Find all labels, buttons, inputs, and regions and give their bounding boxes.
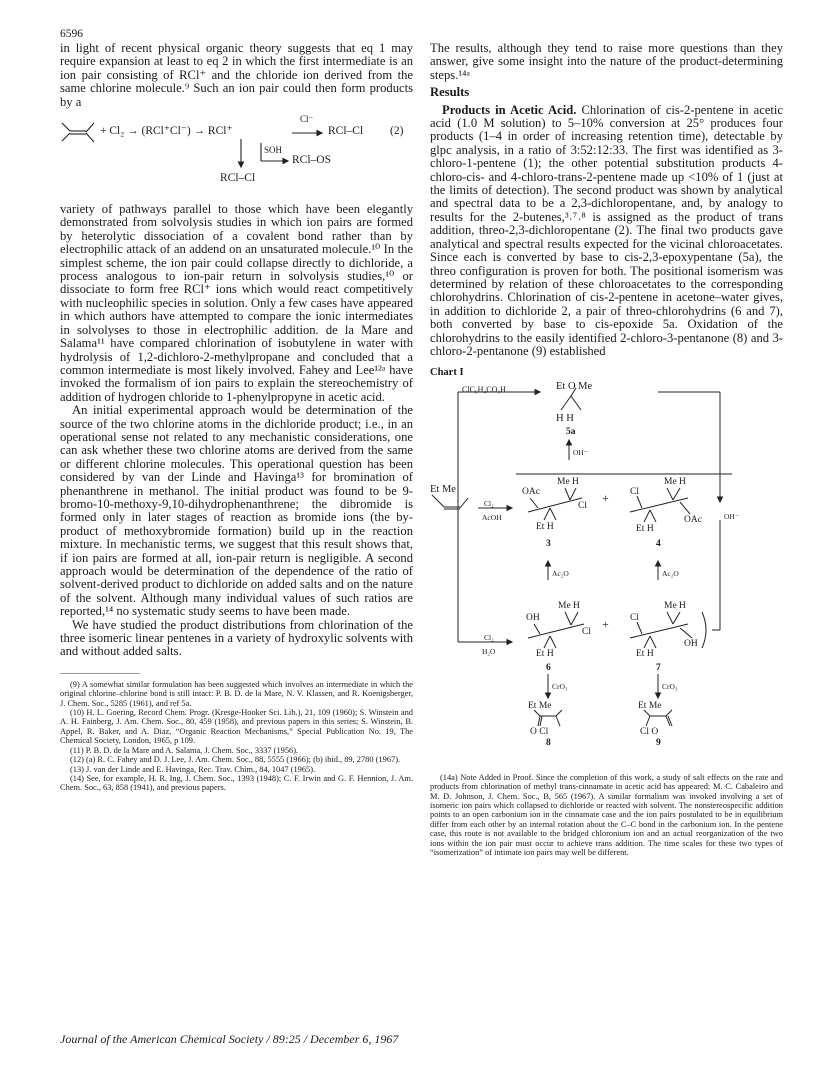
chart-oh-label-1: OH⁻: [573, 447, 588, 457]
chart-c9-bottom: Cl O: [640, 726, 659, 737]
right-paragraph-1: The results, although they tend to raise more questions than they answer, give some insight into the nature of the product-determining steps.¹⁴ᵃ: [430, 41, 783, 82]
left-paragraph-3: An initial experimental approach would be determination of the source of the two chlorine atoms in the dichloride product; i.e., in an operational sense not related to any mechanistic considerations, one can ask whether these two chlorine atoms are derived from the same or different chlorine molecules. This operational question has been considered by van der Linde and Havinga¹³ for bromination of phenanthrene in methanol. The initial product was found to be 9-bromo-10-methoxy-9,10-dihydrophenanthrene; the dibromide is formed only in later stages of reaction as bromide ions (the by-product of methoxybromide formation) build up in the reaction mixture. In mechanistic terms, we suggest that this result shows that, if ion pairs are formed at all, ion-pair return is negligible. A second approach would be determination of the dependence of the ratio of solvent-derived product to dichloride on added salts and on the nature of the solvent. Although many individual values of such ratios are reported,¹⁴ no systematic study seems to have been made.: [60, 403, 413, 619]
chart-cl2-label: Cl₂: [484, 498, 494, 508]
chart-compound-4: 4: [656, 538, 661, 549]
footnote-12: (12) (a) R. C. Fahey and D. J. Lee, J. Am. Chem. Soc., 88, 5555 (1966); (b) ibid., 89, 2780 (1967).: [70, 755, 401, 765]
chart-c7-cl: Cl: [630, 612, 639, 623]
chart-c4-eth: Et H: [636, 523, 654, 534]
chart-cro3-label-1: CrO₃: [552, 681, 568, 691]
chart-compound-8: 8: [546, 737, 551, 748]
chart-cro3-label-2: CrO₃: [662, 681, 678, 691]
chart-c6-eth: Et H: [536, 648, 554, 659]
chart-c4-top: Me H: [664, 476, 686, 487]
equation-product-solvent: RCl–OS: [292, 154, 331, 167]
chart-epoxide-h: H H: [556, 412, 574, 424]
chart-plus-1: +: [602, 490, 609, 505]
chart-cl2-label-2: Cl₂: [484, 632, 494, 642]
chart-c6-oh: OH: [526, 612, 540, 623]
chart-plus-2: +: [602, 616, 609, 631]
chart-acoh-label: AcOH: [482, 512, 502, 522]
chart-compound-9: 9: [656, 737, 661, 748]
chart-oh-label-2: OH⁻: [724, 511, 739, 521]
chart-c4-oac: OAc: [684, 514, 702, 525]
footnote-14: (14) See, for example, H. R. Ing, J. Chem. Soc., 1393 (1948); C. F. Irwin and G. F. Hennion, J. Am. Chem. Soc., 63, 858 (1941), and previous papers.: [60, 773, 413, 793]
chart-epoxide-top: Et O Me: [556, 380, 593, 392]
equation-product-return: RCl–Cl: [220, 172, 256, 185]
chart-h2o-label: H₂O: [482, 646, 496, 656]
chart-scheme-lines: [430, 380, 783, 745]
chart-peracid-label: ClC₆H₄CO₃H: [462, 384, 506, 394]
chart-c3-oac: OAc: [522, 486, 540, 497]
equation-2: [60, 114, 413, 197]
footnote-13: (13) J. van der Linde and E. Havinga, Rec. Trav. Chim., 84, 1047 (1965).: [70, 764, 316, 774]
chart-ac2o-label-1: Ac₂O: [552, 568, 569, 578]
results-heading: Results: [430, 85, 470, 100]
left-paragraph-1: in light of recent physical organic theory suggests that eq 1 may require expansion at least to eq 2 in which the first intermediate is an ion pair consisting of RCl⁺ and the chloride ion derived from the same chlorine molecule.⁹ Such an ion pair could then form products by a: [60, 41, 413, 109]
chart-start-alkene: Et Me: [430, 483, 456, 495]
chart-c3-cl: Cl: [578, 500, 587, 511]
chart-c8-top: Et Me: [528, 700, 552, 711]
chart-compound-5a: 5a: [566, 426, 576, 437]
journal-footer: Journal of the American Chemical Society / 89:25 / December 6, 1967: [60, 1032, 399, 1046]
chart-c3-eth: Et H: [536, 521, 554, 532]
chart-c6-top: Me H: [558, 600, 580, 611]
chart-c8-bottom: O Cl: [530, 726, 549, 737]
chart-c6-cl: Cl: [582, 626, 591, 637]
chart-title: Chart I: [430, 367, 464, 379]
chart-c9-top: Et Me: [638, 700, 662, 711]
chart-c3-top: Me H: [557, 476, 579, 487]
section-lead: Products in Acetic Acid.: [442, 102, 577, 117]
equation-solvent-label: SOH: [264, 145, 283, 156]
chart-c7-oh: OH: [684, 638, 698, 649]
left-column: [60, 42, 413, 793]
chart-compound-6: 6: [546, 662, 551, 673]
chart-c4-cl: Cl: [630, 486, 639, 497]
left-paragraph-2: variety of pathways parallel to those which have been elegantly demonstrated from solvolysis studies in which ion pairs are formed by heterolytic dissociation of a covalent bond rather than by electrophilic attack of an addend on an unsaturated molecule.¹⁰ In the simplest scheme, the ion pair could collapse directly to dichloride, a process analogous to ion-pair return in solvolysis studies,¹⁰ or dissociate to form free RCl⁺ ions which would react competitively with nucleophilic species in solution. Only a few cases have appeared in which authors have attempted to compare the ionic intermediates in solvolyses to those in electrophilic addition. de la Mare and Salama¹¹ have compared chlorination of isobutylene in water with hydrolysis of 1,2-dichloro-2-methylpropane and concluded that a common intermediate is most likely involved. Fahey and Lee¹²ᵃ have invoked the formalism of ion pairs to explain the stereochemistry of addition of hydrogen chloride to 1-phenylpropyne in acetic acid.: [60, 202, 413, 404]
equation-number: (2): [390, 125, 404, 138]
chart-compound-3: 3: [546, 538, 551, 549]
equation-lhs: + Cl₂ → (RCl⁺Cl⁻) → RCl⁺: [100, 125, 233, 138]
equation-product-dichloride: RCl–Cl: [328, 125, 364, 138]
chart-ac2o-label-2: Ac₂O: [662, 568, 679, 578]
chart-c7-eth: Et H: [636, 648, 654, 659]
right-paragraph-2-body: Chlorination of cis-2-pentene in acetic acid (1.0 M solution) to 5–10% conversion at 25° produces four products (1–4 in order of increasing retention time), detectable by glpc analysis, in a ratio of 3:52:12:33. The first was identified as 3-chloro-1-pentene (1); the other potential substitution products 4-chloro-cis- and 4-chloro-trans-2-pentene made up <10% of 1 (just at the limits of detection). The second product was shown by analytical and spectral data to be a 2,3-dichloropentane, and, by analogy to results for the 2-butenes,³˒⁷˒⁸ is assigned as the product of trans addition, threo-2,3-dichloropentane (2). The final two products gave analytical and spectral results expected for the vicinal chloroacetates. Since each is converted by base to cis-2,3-epoxypentane (5a), the threo configuration is proven for both. The positional isomerism was determined by relation of these chloroacetates to the corresponding chlorohydrins. Chlorination of cis-2-pentene in acetone–water gives, in addition to dichloride 2, a pair of threo-chlorohydrins (6 and 7), both converted by base to cis-epoxide 5a. Oxidation of the chlorohydrins to the easily identified 2-chloro-3-pentanone (8) and 3-chloro-2-pentanone (9) established: [430, 102, 783, 358]
chart-c7-top: Me H: [664, 600, 686, 611]
page-number: 6596: [60, 28, 83, 40]
footnote-14a: (14a) Note Added in Proof. Since the completion of this work, a study of salt effects on the rate and products from chlorination of methyl trans-cinnamate in acetic acid has appeared: M. C. Cabaleiro and M. D. Johnson, J. Chem. Soc., B, 565 (1967). A similar formalism was invoked involving a set of isomeric ion pairs which collapsed to dichloride or reacted with solvent. The nonstereospecific addition points to an open carbonium ion in the cinnamate case and the ion pairs postulated to be in equilibrium differ from each other by an internal rotation about the C–C bond in the carbonium ion. In the pentene case, this route is not available to the bridged chloronium ion and an actual reorganization of the two ions within the ion pair must occur to achieve trans addition. The time scales for these two types of “isomerization” of intimate ion pairs may well be different.: [430, 772, 783, 857]
left-footnotes: [60, 680, 413, 793]
equation-over-arrow: Cl⁻: [300, 114, 314, 125]
chart-compound-7: 7: [656, 662, 661, 673]
chart-scheme: [430, 380, 783, 748]
left-paragraph-4: We have studied the product distributions from chlorination of the three isomeric linear pentenes in a variety of hydroxylic solvents with and without added salts.: [60, 617, 413, 659]
footnote-9: (9) A somewhat similar formulation has been suggested which involves an intermediate in which the original chlorine–chlorine bond is still intact: P. B. D. de la Mare, N. V. Klassen, and R. Koenigsberger, J. Chem. Soc., 5285 (1961), and ref 5a.: [60, 679, 413, 708]
footnote-10: (10) H. L. Goering, Record Chem. Progr. (Kresge-Hooker Sci. Lib.), 21, 109 (1960); S. Winstein and A. H. Fainberg, J. Am. Chem. Soc., 80, 459 (1958), and previous papers in this series; S. Winstein, B. Appel, R. Baker, and A. Diaz, “Organic Reaction Mechanisms,” Special Publication No. 19, The Chemical Society, London, 1965, p 109.: [60, 708, 413, 746]
right-paragraph-2: [430, 104, 783, 359]
footnote-rule: [60, 673, 140, 674]
footnote-11: (11) P. B. D. de la Mare and A. Salama, J. Chem. Soc., 3337 (1956).: [70, 745, 299, 755]
right-column: [430, 42, 783, 857]
